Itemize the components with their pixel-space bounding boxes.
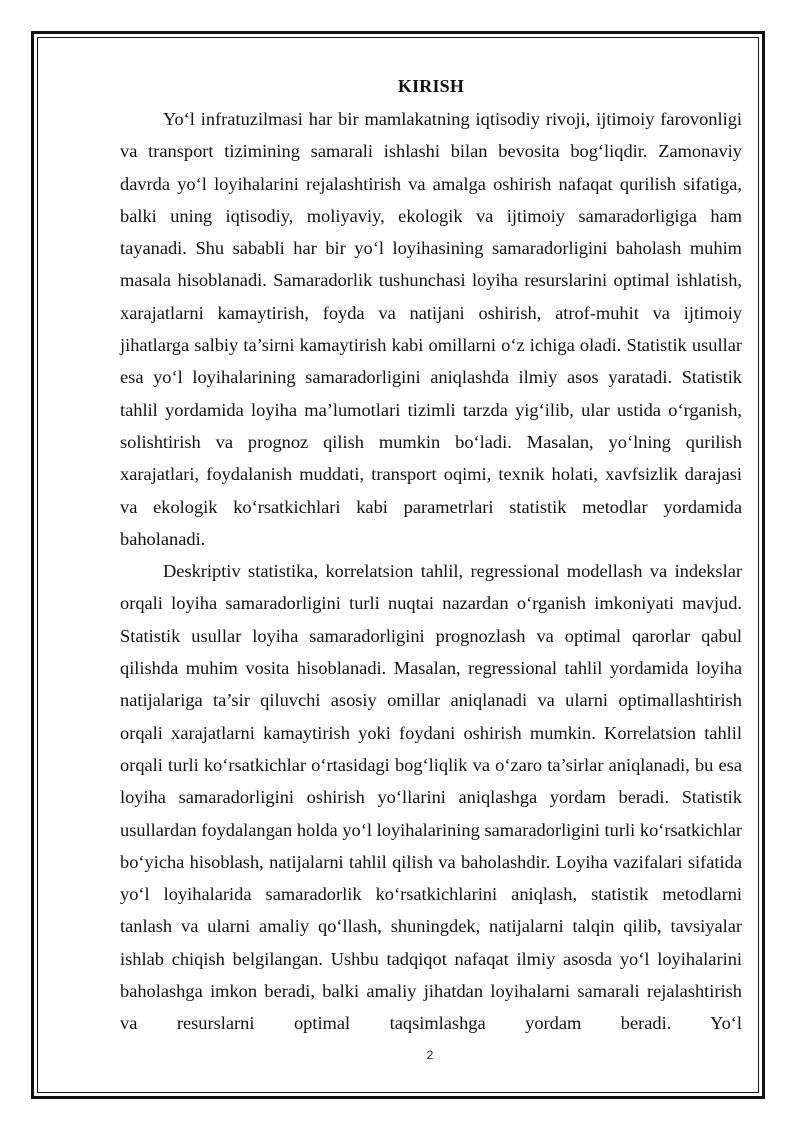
section-title: KIRISH: [397, 76, 465, 96]
paragraph-1: Yo‘l infratuzilmasi har bir mamlakatning iqtisodiy rivoji, ijtimoiy farovonligi va transport tizimining samarali ishlashi bilan bevosita bog‘liqdir. Zamonaviy davrda yo‘l loyihalarini rejalashtirish va amalga oshirish nafaqat qurilish sifatiga, balki uning iqtisodiy, moliyaviy, ekologik va ijtimoiy samaradorligiga ham tayanadi. Shu sababli har bir yo‘l loyihasining samaradorligini baholash muhim masala hisoblanadi. Samaradorlik tushunchasi loyiha resurslarini optimal ishlatish, xarajatlarni kamaytirish, foyda va natijani oshirish, atrof-muhit va ijtimoiy jihatlarga salbiy ta’sirni kamaytirish kabi omillarni o‘z ichiga oladi. Statistik usullar esa yo‘l loyihalarining samaradorligini aniqlashda ilmiy asos yaratadi. Statistik tahlil yordamida loyiha ma’lumotlari tizimli tarzda yig‘ilib, ular ustida o‘rganish, solishtirish va prognoz qilish mumkin bo‘ladi. Masalan, yo‘lning qurilish xarajatlari, foydalanish muddati, transport oqimi, texnik holati, xavfsizlik darajasi va ekologik ko‘rsatkichlari kabi parametrlari statistik metodlar yordamida baholanadi.: [120, 109, 742, 549]
page-number: 2: [426, 1048, 434, 1062]
paragraph-2: Deskriptiv statistika, korrelatsion tahlil, regressional modellash va indekslar orqali loyiha samaradorligini turli nuqtai nazardan o‘rganish imkoniyati mavjud. Statistik usullar loyiha samaradorligini prognozlash va optimal qarorlar qabul qilishda muhim vosita hisoblanadi. Masalan, regressional tahlil yordamida loyiha natijalariga ta’sir qiluvchi asosiy omillar aniqlanadi va ularni optimallashtirish orqali xarajatlarni kamaytirish yoki foydani oshirish mumkin. Korrelatsion tahlil orqali turli ko‘rsatkichlar o‘rtasidagi bog‘liqlik va o‘zaro ta’sirlar aniqlanadi, bu esa loyiha samaradorligini oshirish yo‘llarini aniqlashga yordam beradi. Statistik usullardan foydalangan holda yo‘l loyihalarining samaradorligini turli ko‘rsatkichlar bo‘yicha hisoblash, natijalarni tahlil qilish va baholashdir. Loyiha vazifalari sifatida yo‘l loyihalarida samaradorlik ko‘rsatkichlarini aniqlash, statistik metodlarni tanlash va ularni amaliy qo‘llash, shuningdek, natijalarni talqin qilib, tavsiyalar ishlab chiqish belgilangan. Ushbu tadqiqot nafaqat ilmiy asosda yo‘l loyihalarini baholashga imkon beradi, balki amaliy jihatdan loyihalarni samarali rejalashtirish va resurslarni optimal taqsimlashga yordam beradi. Yo‘l: [120, 561, 742, 1034]
page-body: [120, 72, 742, 1040]
